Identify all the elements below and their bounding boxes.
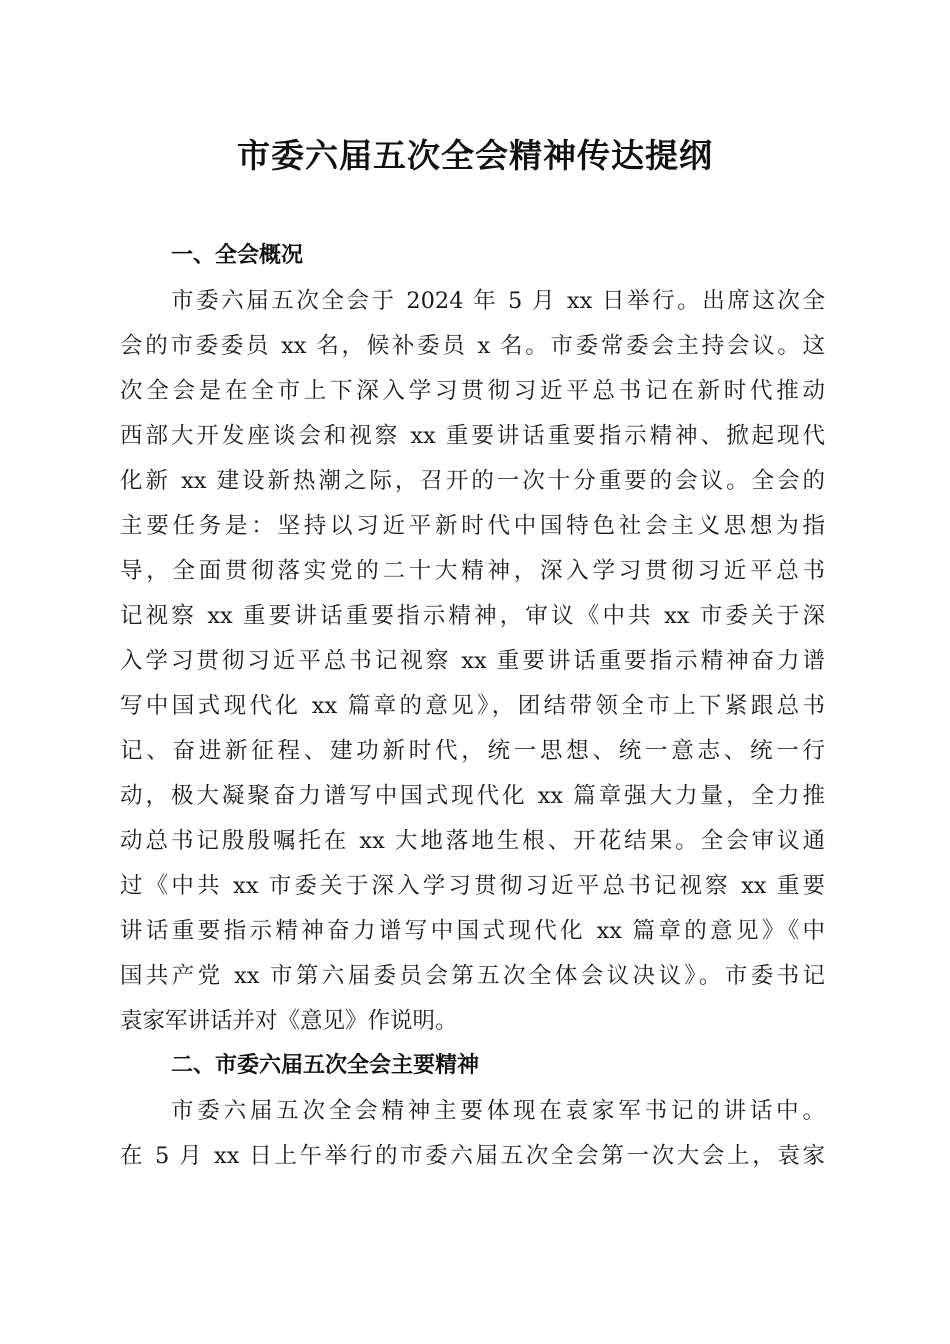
section-heading-1: 一、全会概况 — [171, 243, 304, 268]
paragraph-line: 写中国式现代化 xx 篇章的意见》，团结带领全市上下紧跟总书 — [120, 693, 825, 719]
paragraph-line: 袁家军讲话并对《意见》作说明。 — [120, 1008, 458, 1034]
paragraph-line: 入学习贯彻习近平总书记视察 xx 重要讲话重要指示精神奋力谱 — [120, 648, 825, 674]
paragraph-line: 动，极大凝聚奋力谱写中国式现代化 xx 篇章强大力量，全力推 — [120, 783, 825, 809]
paragraph-line: 次全会是在全市上下深入学习贯彻习近平总书记在新时代推动 — [120, 378, 825, 404]
paragraph-line: 主要任务是：坚持以习近平新时代中国特色社会主义思想为指 — [120, 513, 825, 539]
paragraph-line: 过《中共 xx 市委关于深入学习贯彻习近平总书记视察 xx 重要 — [120, 873, 825, 899]
paragraph-line: 导，全面贯彻落实党的二十大精神，深入学习贯彻习近平总书 — [120, 558, 825, 584]
paragraph-line: 国共产党 xx 市第六届委员会第五次全体会议决议》。市委书记 — [120, 963, 825, 989]
paragraph-line: 动总书记殷殷嘱托在 xx 大地落地生根、开花结果。全会审议通 — [120, 828, 825, 854]
paragraph-line: 化新 xx 建设新热潮之际，召开的一次十分重要的会议。全会的 — [120, 468, 825, 494]
paragraph-line: 市委六届五次全会于 2024 年 5 月 xx 日举行。出席这次全 — [171, 288, 825, 314]
paragraph-line: 讲话重要指示精神奋力谱写中国式现代化 xx 篇章的意见》《中 — [120, 918, 825, 944]
section-heading-2: 二、市委六届五次全会主要精神 — [171, 1053, 480, 1078]
document-title: 市委六届五次全会精神传达提纲 — [237, 136, 713, 175]
paragraph-line: 西部大开发座谈会和视察 xx 重要讲话重要指示精神、掀起现代 — [120, 423, 825, 449]
paragraph-line: 记视察 xx 重要讲话重要指示精神，审议《中共 xx 市委关于深 — [120, 603, 825, 629]
paragraph-line: 市委六届五次全会精神主要体现在袁家军书记的讲话中。 — [171, 1098, 825, 1124]
paragraph-line: 会的市委委员 xx 名，候补委员 x 名。市委常委会主持会议。这 — [120, 333, 825, 359]
paragraph-line: 记、奋进新征程、建功新时代，统一思想、统一意志、统一行 — [120, 738, 825, 764]
paragraph-line: 在 5 月 xx 日上午举行的市委六届五次全会第一次大会上，袁家 — [120, 1143, 825, 1169]
